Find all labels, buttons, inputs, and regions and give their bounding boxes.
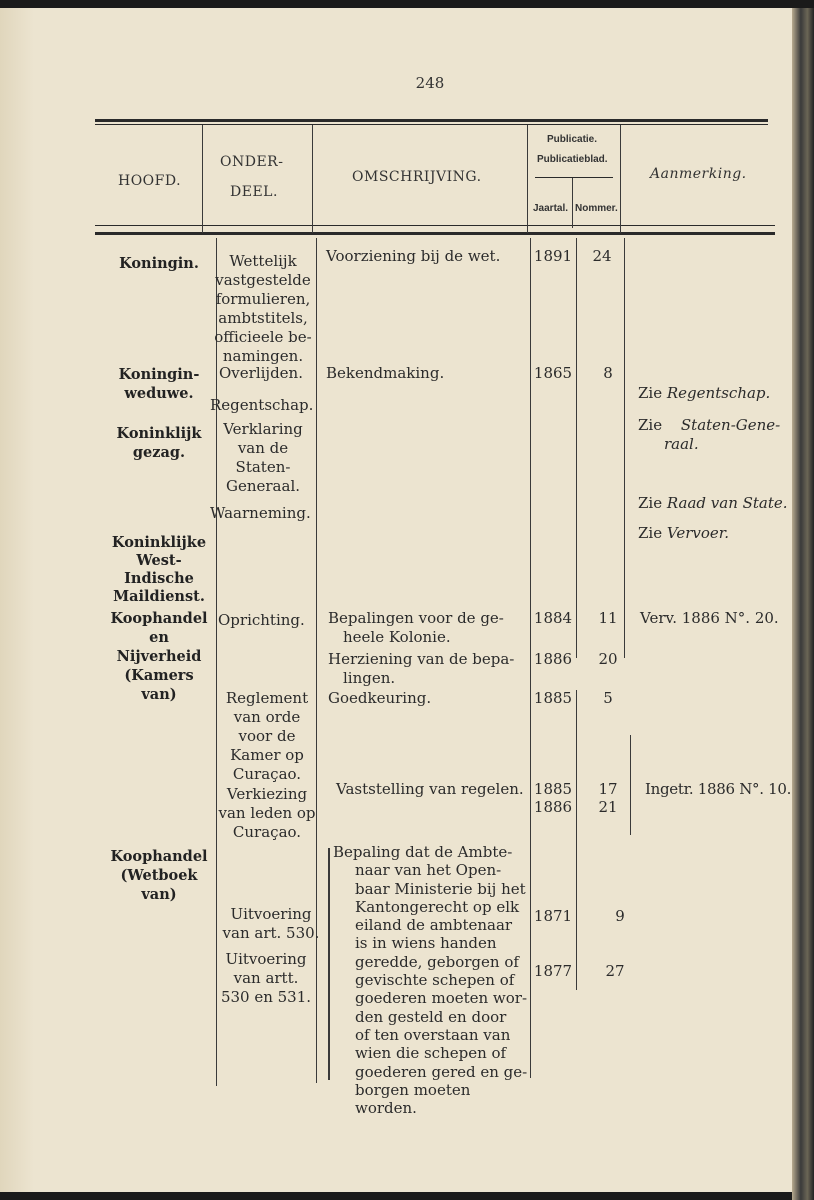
omschrijving-line: baar Ministerie bij het <box>355 879 526 898</box>
nommer-cell: 8 <box>603 364 613 382</box>
nommer-cell: 11 <box>598 609 618 627</box>
aanmerking-line <box>638 416 783 435</box>
jaartal-cell: 1891 <box>533 247 573 265</box>
aanmerking-ref: Regentschap. <box>666 384 771 402</box>
book-edge <box>792 0 814 1200</box>
onderdeel-line: Verklaring <box>223 420 303 438</box>
omschrijving-line: naar van het Open- <box>355 861 502 880</box>
hoofd-west-1: Koninklijke <box>111 534 207 551</box>
omschrijving-line: goederen moeten wor- <box>355 989 528 1008</box>
header-col-divider <box>572 178 573 228</box>
jaartal-cell: 1885 <box>533 689 573 707</box>
hoofd-west-4: Maildienst. <box>113 588 205 605</box>
hoofd-koophandel-2: en <box>149 629 169 646</box>
jaartal-cell: 1886 <box>533 798 573 816</box>
jaartal-cell: 1885 <box>533 780 573 798</box>
header-aanmerking: Aanmerking. <box>650 166 747 182</box>
hoofd-wetboek-2: (Wetboek <box>120 867 198 884</box>
aanmerking-ref: Staten-Gene- <box>680 416 781 434</box>
onderdeel-line: Uitvoering <box>230 905 312 923</box>
jaartal-cell: 1865 <box>533 364 573 382</box>
omschrijving-line: Bepaling dat de Ambte- <box>333 843 513 861</box>
onderdeel-overlijden: Overlijden. <box>219 364 303 382</box>
hoofd-koophandel-4: (Kamers <box>124 667 194 684</box>
omschrijving-line: borgen moeten worden. <box>355 1080 471 1118</box>
onderdeel-oprichting: Oprichting. <box>218 611 305 629</box>
omschrijving-bepaling <box>333 843 529 1117</box>
omschrijving-line: Herziening van de bepa- <box>328 650 515 668</box>
header-nommer: Nommer. <box>575 203 618 214</box>
aanmerking-zie: Zie <box>638 416 663 434</box>
hoofd-wetboek-1: Koophandel <box>110 848 208 865</box>
omschrijving-line: is in wiens handen <box>355 934 497 953</box>
aanmerking-ref: raal. <box>664 435 699 453</box>
jaartal-cell: 1877 <box>533 962 573 980</box>
omschrijving-goedkeuring: Goedkeuring. <box>328 689 432 707</box>
onderdeel-line: formulieren, <box>215 290 311 308</box>
header-omschrijving: OMSCHRIJVING. <box>352 169 482 185</box>
omschrijving-line: goederen gered en ge- <box>355 1062 528 1081</box>
header-onderdeel-2: DEEL. <box>230 184 278 200</box>
onderdeel-line: Kamer op <box>230 746 304 764</box>
omschrijving-line: Kantongerecht op elk <box>355 897 520 916</box>
omschrijving-line: Bepalingen voor de ge- <box>328 609 504 627</box>
omschrijving-line: geredde, geborgen of <box>355 952 519 971</box>
onderdeel-line: van artt. <box>233 969 299 987</box>
hoofd-koophandel-3: Nijverheid <box>116 648 202 665</box>
onderdeel-uitvoering-531 <box>216 950 316 1007</box>
onderdeel-line: officieele be- <box>214 328 312 346</box>
onderdeel-line: ambtstitels, <box>218 309 308 327</box>
hoofd-koophandel-1: Koophandel <box>110 610 208 627</box>
onderdeel-line: van leden op <box>218 804 316 822</box>
header-publicatie: Publicatie. <box>547 134 598 145</box>
nommer-cell: 24 <box>592 247 612 265</box>
aanmerking-zie-staten <box>638 416 783 454</box>
omschrijving-line: of ten overstaan van <box>355 1025 511 1044</box>
omschrijving-line: den gesteld en door <box>355 1007 507 1026</box>
omschrijving-bekendmaking: Bekendmaking. <box>326 364 445 382</box>
nommer-cell: 27 <box>605 962 625 980</box>
publicatie-brace <box>535 177 613 178</box>
page-spine-shadow <box>0 0 34 1192</box>
body-col-divider <box>624 238 625 658</box>
hoofd-koningin: Koningin. <box>119 255 199 272</box>
omschrijving-line: gevischte schepen of <box>355 971 515 990</box>
top-border <box>0 0 814 8</box>
omschrijving-voorziening: Voorziening bij de wet. <box>326 247 501 265</box>
omschrijving-line: heele Kolonie. <box>343 628 451 646</box>
onderdeel-line: Curaçao. <box>232 823 302 841</box>
onderdeel-line: Verkiezing <box>226 785 308 803</box>
body-col-divider <box>576 238 577 658</box>
nommer-cell: 20 <box>598 650 618 668</box>
hoofd-gezag-2: gezag. <box>132 444 186 461</box>
jaartal-cell: 1886 <box>533 650 573 668</box>
header-jaartal: Jaartal. <box>533 203 569 214</box>
onderdeel-line: voor de <box>238 727 296 745</box>
hoofd-koningin-weduwe-1: Koningin- <box>118 366 200 383</box>
onderdeel-line: van art. 530. <box>222 924 320 942</box>
header-publicatieblad: Publicatieblad. <box>537 154 608 165</box>
aanmerking-zie-vervoer <box>638 524 729 543</box>
hoofd-wetboek-3: van) <box>141 886 177 903</box>
hoofd-west-3: Indische <box>124 570 194 587</box>
aanmerking-zie-regentschap <box>638 384 770 403</box>
body-col-divider <box>576 690 577 990</box>
header-col-divider <box>202 125 203 233</box>
onderdeel-verkiezing <box>212 785 322 842</box>
aanmerking-zie: Zie <box>638 494 663 512</box>
jaartal-cell: 1884 <box>533 609 573 627</box>
header-col-divider <box>527 125 528 233</box>
onderdeel-line: Curaçao. <box>232 765 302 783</box>
onderdeel-line: Wettelijk <box>229 252 297 270</box>
hoofd-gezag-1: Koninklijk <box>116 425 202 442</box>
header-bottom-rule-thick <box>95 232 775 235</box>
onderdeel-line: Generaal. <box>225 477 301 495</box>
omschrijving-herziening <box>328 650 528 688</box>
onderdeel-line: vastgestelde <box>215 271 311 289</box>
onderdeel-line: Staten- <box>235 458 291 476</box>
omschrijving-line: lingen. <box>343 669 396 687</box>
header-col-divider <box>620 125 621 233</box>
aanmerking-zie: Zie <box>638 384 663 402</box>
onderdeel-line: Uitvoering <box>225 950 307 968</box>
hoofd-koophandel-5: van) <box>141 686 177 703</box>
aanmerking-ingetr: Ingetr. 1886 N°. 10. <box>645 780 792 798</box>
header-hoofd: HOOFD. <box>118 173 182 189</box>
nommer-cell: 21 <box>598 798 618 816</box>
onderdeel-line: Reglement <box>225 689 309 707</box>
onderdeel-line: van de <box>237 439 289 457</box>
hoofd-koningin-weduwe-2: weduwe. <box>124 385 194 402</box>
header-top-rule-thin <box>95 124 768 125</box>
onderdeel-reglement <box>212 689 322 784</box>
aanmerking-zie: Zie <box>638 524 663 542</box>
onderdeel-regentschap: Regentschap. <box>210 396 314 414</box>
aanmerking-ref: Raad van State. <box>666 494 788 512</box>
omschrijving-vaststelling: Vaststelling van regelen. <box>336 780 524 798</box>
onderdeel-uitvoering-530 <box>216 905 326 943</box>
header-col-divider <box>312 125 313 233</box>
page-number: 248 <box>415 74 445 92</box>
onderdeel-waarneming: Waarneming. <box>210 504 311 522</box>
header-bottom-rule <box>95 225 775 226</box>
omschrijving-line: eiland de ambtenaar <box>355 916 513 935</box>
onderdeel-line: van orde <box>233 708 301 726</box>
hoofd-west-2: West- <box>136 552 182 569</box>
onderdeel-verklaring <box>208 420 318 496</box>
header-onderdeel-1: ONDER- <box>220 154 284 170</box>
jaartal-cell: 1871 <box>533 907 573 925</box>
header-top-rule <box>95 119 768 122</box>
onderdeel-line: 530 en 531. <box>220 988 312 1006</box>
nommer-cell: 5 <box>603 689 613 707</box>
nommer-cell: 9 <box>615 907 625 925</box>
aanmerking-zie-raad <box>638 494 788 513</box>
omschrijving-line: wien die schepen of <box>355 1044 507 1063</box>
aanmerking-verv: Verv. 1886 N°. 20. <box>640 609 779 627</box>
omschrijving-bepalingen <box>328 609 528 647</box>
onderdeel-line: namingen. <box>222 347 304 365</box>
nommer-cell: 17 <box>598 780 618 798</box>
aanmerking-ref: Vervoer. <box>666 524 730 542</box>
onderdeel-wettelijk <box>208 252 318 366</box>
body-col-divider <box>530 238 531 1078</box>
bracket-line <box>328 848 330 1080</box>
